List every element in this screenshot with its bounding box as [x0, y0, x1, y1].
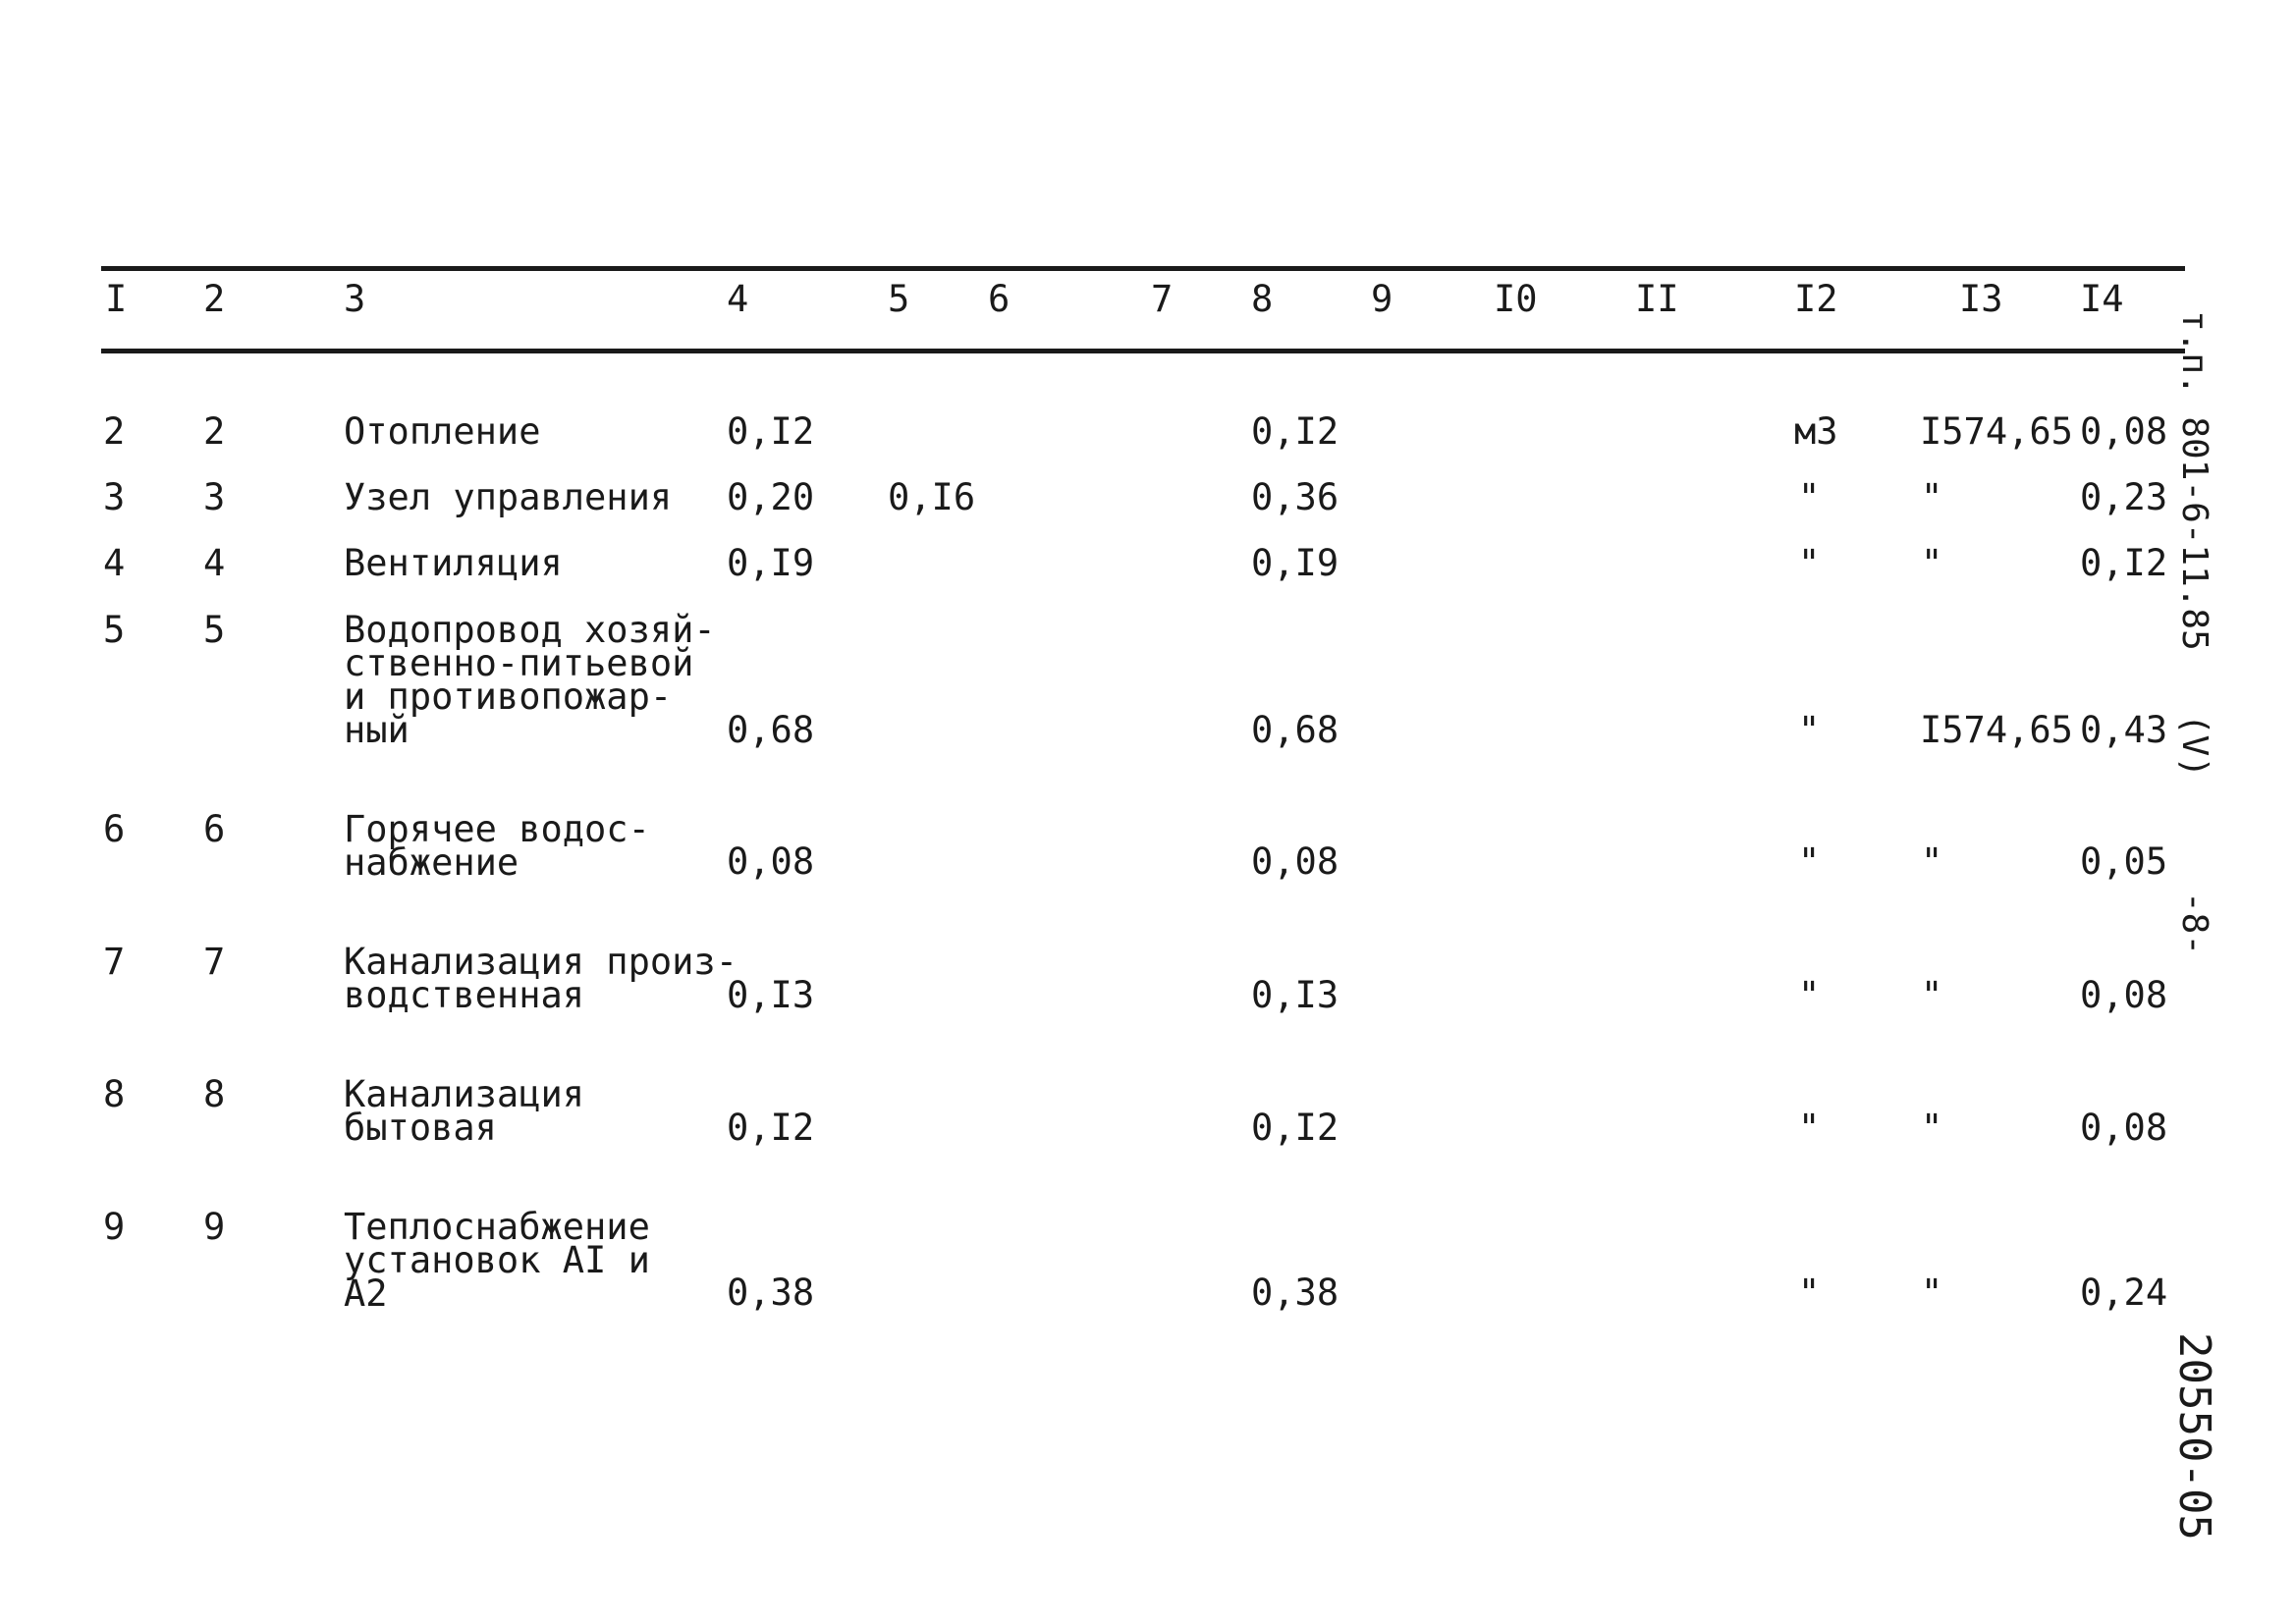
column-header: 6	[988, 278, 1011, 320]
row-number: 2	[103, 410, 126, 453]
document-number: 20550-05	[2169, 1332, 2219, 1541]
row-unit: "	[1798, 1271, 1821, 1314]
row-unit: "	[1798, 709, 1821, 751]
column-header: 9	[1371, 278, 1394, 320]
column-header: I	[105, 278, 128, 320]
row-name: Узел управления	[344, 476, 673, 518]
row-value-14: 0,23	[2080, 476, 2168, 518]
row-index: 6	[203, 808, 226, 850]
row-value-14: 0,I2	[2080, 542, 2168, 584]
row-name: Канализация бытовая	[344, 1073, 585, 1149]
row-value-13: "	[1921, 1271, 1943, 1314]
row-index: 2	[203, 410, 226, 453]
row-value-4: 0,I2	[727, 410, 815, 453]
column-header: 3	[344, 278, 366, 320]
row-index: 8	[203, 1073, 226, 1115]
row-number: 5	[103, 609, 126, 651]
row-name: Отопление	[344, 410, 541, 453]
row-value-14: 0,08	[2080, 410, 2168, 453]
row-number: 7	[103, 941, 126, 983]
row-value-13: I574,65	[1920, 709, 2073, 751]
row-unit: "	[1798, 542, 1821, 584]
row-value-4: 0,I3	[727, 974, 815, 1016]
row-number: 8	[103, 1073, 126, 1115]
row-index: 5	[203, 609, 226, 651]
sheet-mark: (V)	[2174, 714, 2214, 779]
row-name: Теплоснабжение установок AI и A2	[344, 1206, 650, 1315]
row-name: Водопровод хозяй- ственно-питьевой и противопожар- ный	[344, 609, 716, 751]
row-value-4: 0,20	[727, 476, 815, 518]
row-value-4: 0,68	[727, 709, 815, 751]
row-value-14: 0,05	[2080, 840, 2168, 883]
row-value-14: 0,08	[2080, 974, 2168, 1016]
row-value-14: 0,43	[2080, 709, 2168, 751]
column-header: 8	[1251, 278, 1274, 320]
row-index: 3	[203, 476, 226, 518]
row-value-13: "	[1921, 1107, 1943, 1149]
row-value-13: "	[1921, 542, 1943, 584]
row-value-14: 0,24	[2080, 1271, 2168, 1314]
column-header: I2	[1794, 278, 1838, 320]
row-index: 7	[203, 941, 226, 983]
table-header-rule	[101, 349, 2185, 353]
row-unit: м3	[1794, 410, 1838, 453]
row-value-4: 0,I9	[727, 542, 815, 584]
row-value-13: "	[1921, 840, 1943, 883]
row-number: 3	[103, 476, 126, 518]
page-number: -8-	[2174, 892, 2214, 956]
column-header: II	[1635, 278, 1679, 320]
column-header: 7	[1151, 278, 1174, 320]
row-name: Горячее водос- набжение	[344, 808, 650, 884]
row-value-13: I574,65	[1920, 410, 2073, 453]
row-value-8: 0,I3	[1251, 974, 1339, 1016]
row-name: Канализация произ- водственная	[344, 941, 738, 1016]
project-code: т.п. 801-6-11.85	[2174, 310, 2214, 651]
row-value-5: 0,I6	[888, 476, 976, 518]
column-header: I4	[2080, 278, 2124, 320]
row-value-13: "	[1921, 974, 1943, 1016]
row-value-14: 0,08	[2080, 1107, 2168, 1149]
row-value-8: 0,I2	[1251, 410, 1339, 453]
row-unit: "	[1798, 1107, 1821, 1149]
column-header: I0	[1494, 278, 1538, 320]
column-header: 5	[888, 278, 910, 320]
row-unit: "	[1798, 840, 1821, 883]
row-value-4: 0,08	[727, 840, 815, 883]
row-value-8: 0,68	[1251, 709, 1339, 751]
row-value-8: 0,I9	[1251, 542, 1339, 584]
row-value-8: 0,36	[1251, 476, 1339, 518]
row-value-13: "	[1921, 476, 1943, 518]
row-value-4: 0,38	[727, 1271, 815, 1314]
row-value-8: 0,38	[1251, 1271, 1339, 1314]
column-header: I3	[1959, 278, 2003, 320]
row-value-8: 0,08	[1251, 840, 1339, 883]
column-header: 4	[727, 278, 749, 320]
row-value-8: 0,I2	[1251, 1107, 1339, 1149]
row-unit: "	[1798, 476, 1821, 518]
row-index: 9	[203, 1206, 226, 1248]
row-index: 4	[203, 542, 226, 584]
row-number: 6	[103, 808, 126, 850]
column-header: 2	[203, 278, 226, 320]
row-name: Вентиляция	[344, 542, 563, 584]
table-top-rule	[101, 266, 2185, 271]
row-unit: "	[1798, 974, 1821, 1016]
row-number: 4	[103, 542, 126, 584]
row-number: 9	[103, 1206, 126, 1248]
row-value-4: 0,I2	[727, 1107, 815, 1149]
